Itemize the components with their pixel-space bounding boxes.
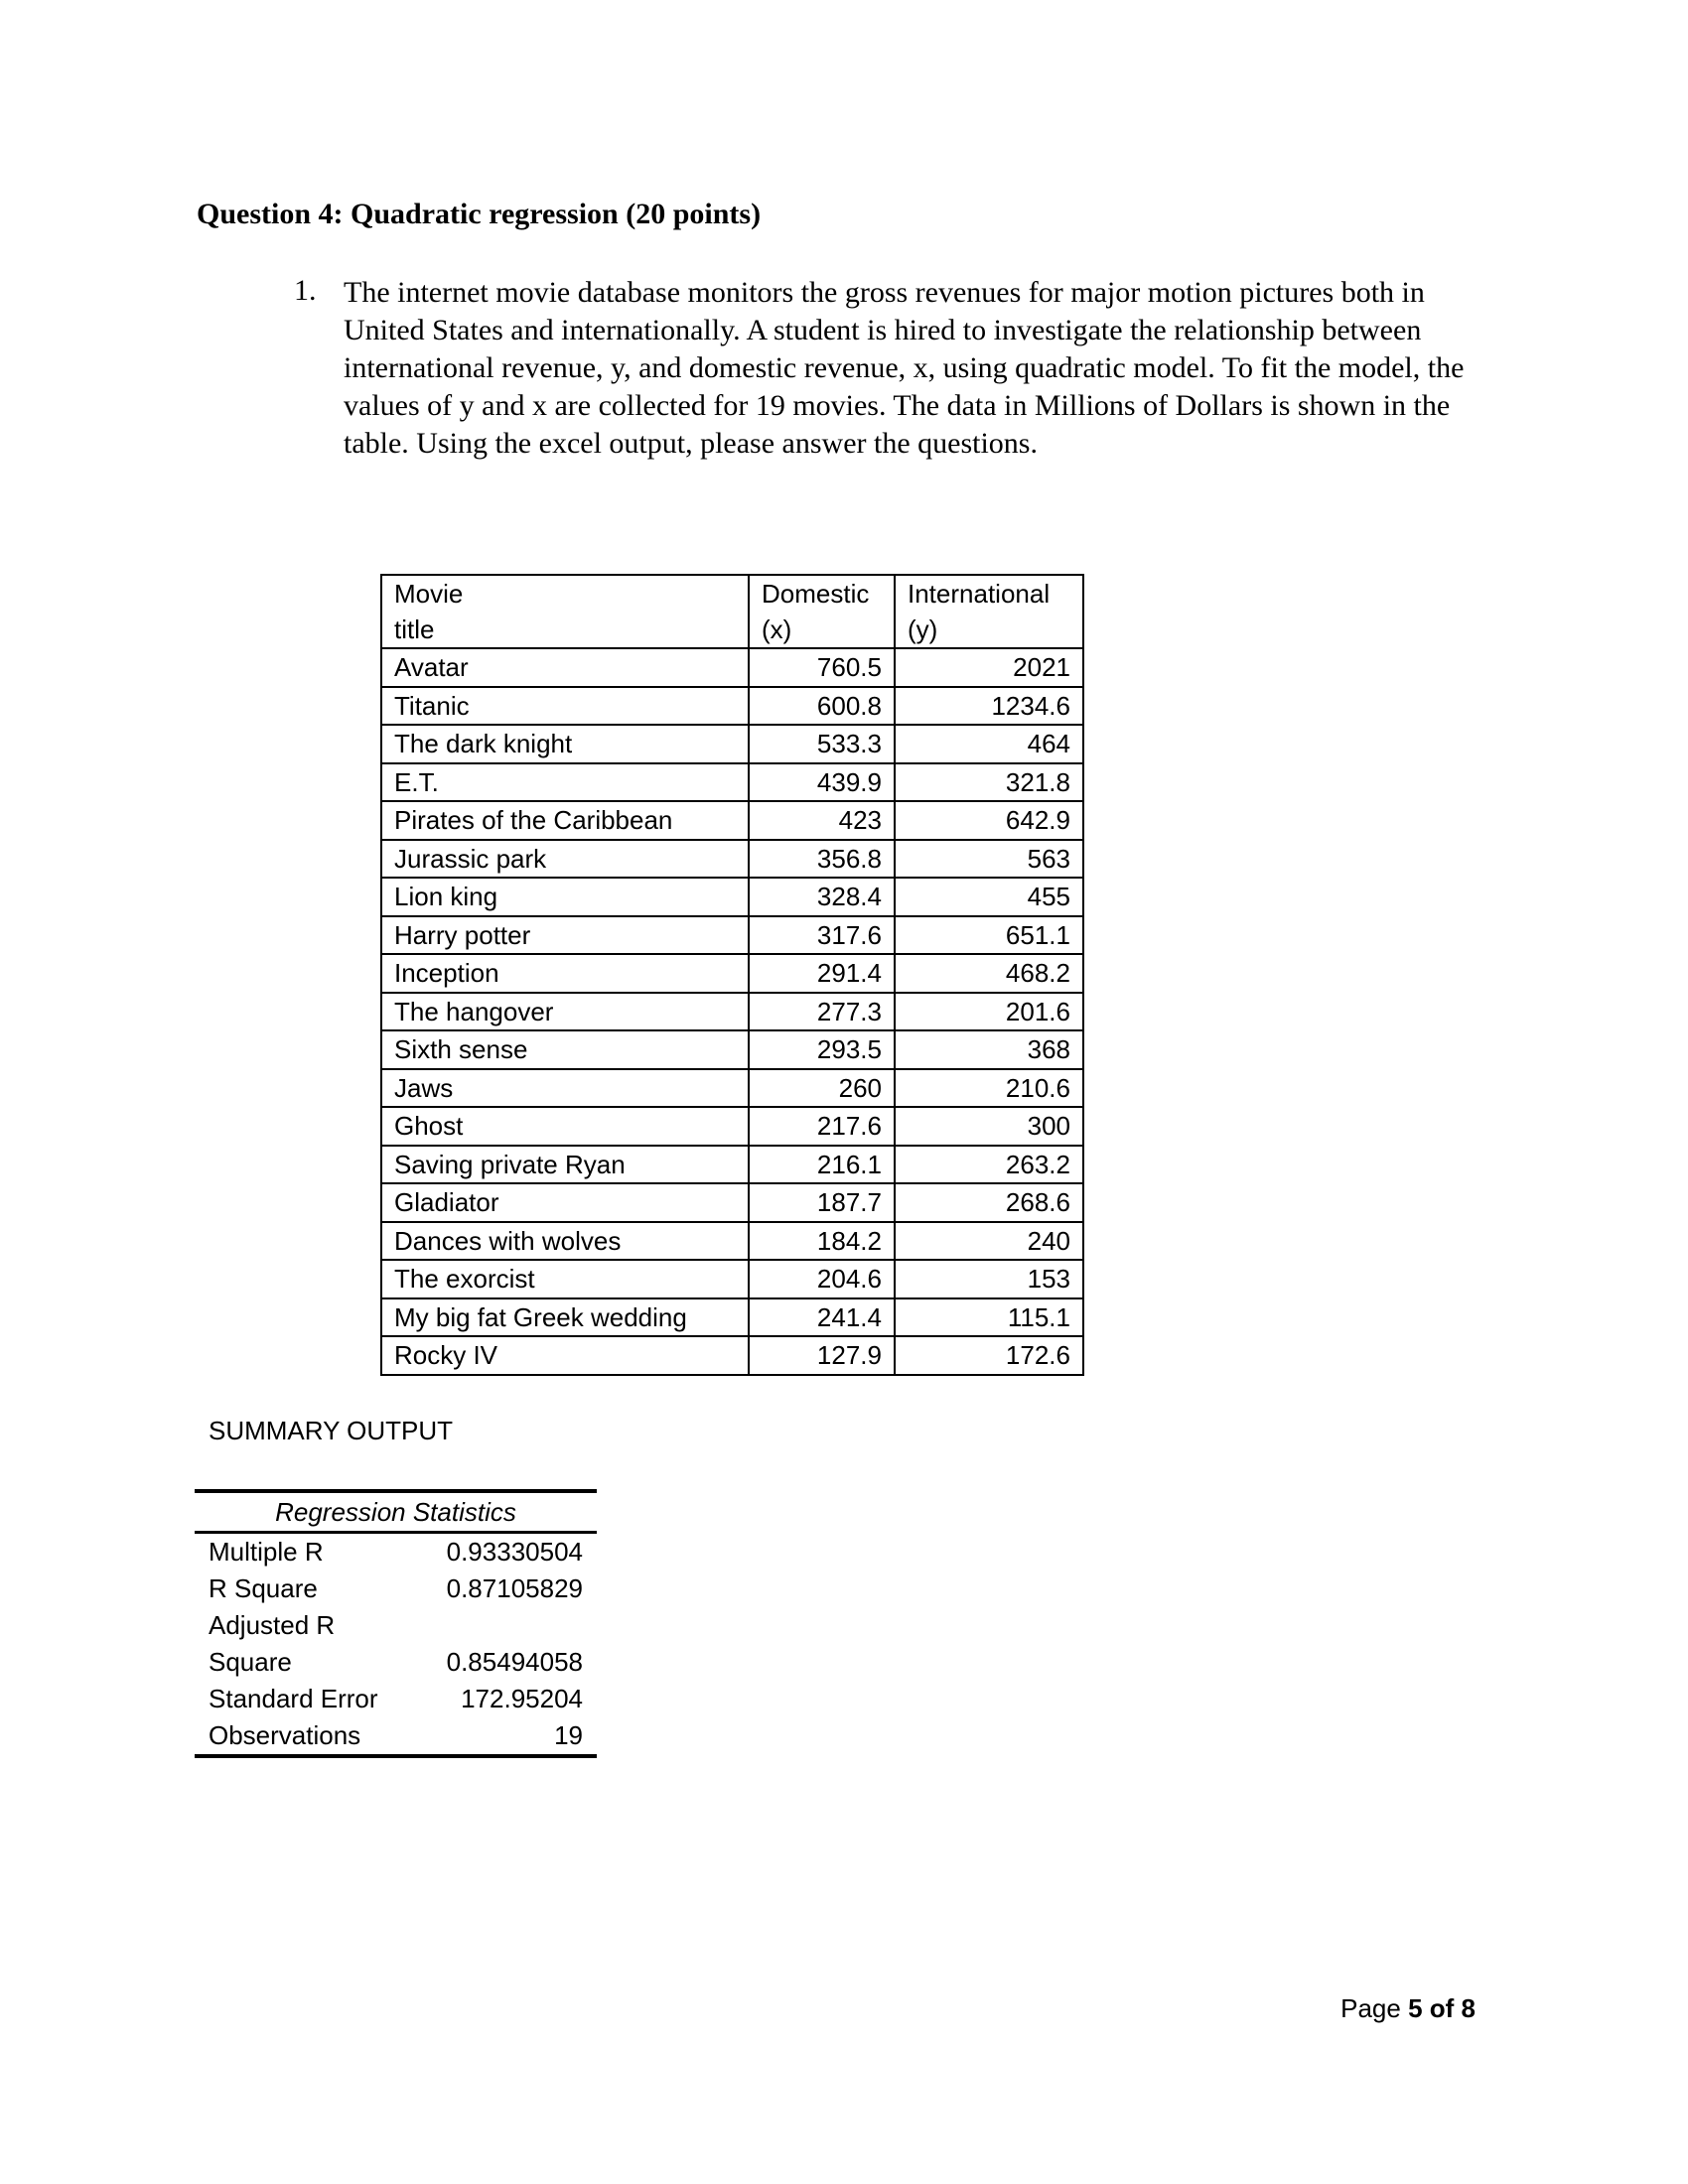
stat-value: 172.95204 — [461, 1684, 583, 1713]
stats-row — [195, 1681, 597, 1717]
table-row — [381, 840, 1083, 879]
domestic-cell: 187.7 — [749, 1183, 895, 1222]
domestic-cell: 328.4 — [749, 878, 895, 916]
international-cell: 642.9 — [895, 801, 1083, 840]
column-header-line: Domestic — [762, 579, 870, 609]
stat-label: Square — [209, 1647, 292, 1677]
domestic-cell: 291.4 — [749, 954, 895, 993]
domestic-cell: 217.6 — [749, 1107, 895, 1146]
international-cell: 2021 — [895, 648, 1083, 687]
movie-title-cell: Sixth sense — [381, 1030, 749, 1069]
table-row — [381, 801, 1083, 840]
table-row — [381, 993, 1083, 1031]
domestic-cell: 293.5 — [749, 1030, 895, 1069]
column-header-line: Movie — [394, 579, 464, 609]
stats-row — [195, 1644, 597, 1681]
table-row — [381, 648, 1083, 687]
column-header-line: (x) — [762, 614, 792, 644]
stat-label: Observations — [195, 1717, 414, 1756]
table-row — [381, 1183, 1083, 1222]
table-row — [381, 954, 1083, 993]
domestic-cell: 423 — [749, 801, 895, 840]
table-row — [381, 725, 1083, 763]
movie-title-cell: Pirates of the Caribbean — [381, 801, 749, 840]
international-cell: 210.6 — [895, 1069, 1083, 1108]
international-cell: 368 — [895, 1030, 1083, 1069]
page-number — [1340, 1993, 1476, 2024]
table-row — [381, 1069, 1083, 1108]
international-cell: 263.2 — [895, 1146, 1083, 1184]
movie-title-cell: Harry potter — [381, 916, 749, 955]
movie-title-cell: The dark knight — [381, 725, 749, 763]
column-header-line: (y) — [908, 614, 938, 644]
table-row — [381, 687, 1083, 726]
stats-row — [195, 1607, 597, 1644]
stat-value: 19 — [414, 1717, 597, 1756]
domestic-cell: 216.1 — [749, 1146, 895, 1184]
international-cell: 651.1 — [895, 916, 1083, 955]
column-header-line: title — [394, 614, 435, 644]
regression-statistics-header: Regression Statistics — [195, 1491, 597, 1533]
international-cell: 268.6 — [895, 1183, 1083, 1222]
movie-title-cell: Avatar — [381, 648, 749, 687]
movie-title-cell: Titanic — [381, 687, 749, 726]
question-number: 1. — [294, 274, 317, 307]
domestic-cell: 533.3 — [749, 725, 895, 763]
international-cell: 468.2 — [895, 954, 1083, 993]
domestic-cell: 317.6 — [749, 916, 895, 955]
table-row — [381, 1222, 1083, 1261]
international-cell: 455 — [895, 878, 1083, 916]
stat-value: 0.87105829 — [446, 1573, 583, 1603]
international-cell: 172.6 — [895, 1336, 1083, 1375]
movie-title-cell: The exorcist — [381, 1260, 749, 1298]
column-header — [381, 575, 749, 648]
domestic-cell: 439.9 — [749, 763, 895, 802]
page-of: of — [1422, 1993, 1462, 2023]
international-cell: 464 — [895, 725, 1083, 763]
stats-row — [195, 1533, 597, 1571]
international-cell: 240 — [895, 1222, 1083, 1261]
regression-statistics-table — [195, 1489, 597, 1758]
stats-row — [195, 1717, 597, 1756]
stat-label: Standard Error — [209, 1684, 378, 1713]
current-page: 5 — [1408, 1993, 1423, 2023]
international-cell: 201.6 — [895, 993, 1083, 1031]
international-cell: 321.8 — [895, 763, 1083, 802]
column-header — [895, 575, 1083, 648]
domestic-cell: 260 — [749, 1069, 895, 1108]
international-cell: 1234.6 — [895, 687, 1083, 726]
table-row — [381, 1030, 1083, 1069]
stat-label: Adjusted R — [209, 1610, 336, 1640]
domestic-cell: 760.5 — [749, 648, 895, 687]
question-text: The internet movie database monitors the gross revenues for major motion pictures both in United States and internationally. A student is hired to investigate the relationship between international revenue, y, and domestic revenue, x, using quadratic model. To fit the model, the values of y and x are collected for 19 movies. The data in Millions of Dollars is shown in the table. Using the excel output, please answer the questions. — [344, 276, 1465, 460]
column-header-line: International — [908, 579, 1051, 609]
stat-label: R Square — [209, 1573, 318, 1603]
international-cell: 153 — [895, 1260, 1083, 1298]
movie-title-cell: Jaws — [381, 1069, 749, 1108]
table-row — [381, 1298, 1083, 1337]
international-cell: 115.1 — [895, 1298, 1083, 1337]
table-row — [381, 878, 1083, 916]
table-row — [381, 1146, 1083, 1184]
domestic-cell: 277.3 — [749, 993, 895, 1031]
domestic-cell: 127.9 — [749, 1336, 895, 1375]
stat-label: Multiple R — [209, 1537, 324, 1567]
movie-title-cell: Gladiator — [381, 1183, 749, 1222]
domestic-cell: 356.8 — [749, 840, 895, 879]
page-label: Page — [1340, 1993, 1409, 2023]
movie-title-cell: Inception — [381, 954, 749, 993]
movie-title-cell: Jurassic park — [381, 840, 749, 879]
table-row — [381, 763, 1083, 802]
column-header — [749, 575, 895, 648]
domestic-cell: 204.6 — [749, 1260, 895, 1298]
table-header-row — [381, 575, 1083, 648]
domestic-cell: 184.2 — [749, 1222, 895, 1261]
movie-revenue-table — [380, 574, 1084, 1376]
movie-title-cell: Saving private Ryan — [381, 1146, 749, 1184]
movie-title-cell: Lion king — [381, 878, 749, 916]
international-cell: 563 — [895, 840, 1083, 879]
movie-title-cell: Dances with wolves — [381, 1222, 749, 1261]
table-row — [381, 1260, 1083, 1298]
movie-title-cell: E.T. — [381, 763, 749, 802]
total-pages: 8 — [1461, 1993, 1476, 2023]
movie-title-cell: Ghost — [381, 1107, 749, 1146]
movie-title-cell: The hangover — [381, 993, 749, 1031]
international-cell: 300 — [895, 1107, 1083, 1146]
summary-output-title: SUMMARY OUTPUT — [209, 1416, 454, 1445]
stats-row — [195, 1570, 597, 1607]
table-row — [381, 1107, 1083, 1146]
domestic-cell: 241.4 — [749, 1298, 895, 1337]
table-row — [381, 916, 1083, 955]
movie-title-cell: Rocky IV — [381, 1336, 749, 1375]
domestic-cell: 600.8 — [749, 687, 895, 726]
question-heading: Question 4: Quadratic regression (20 points) — [197, 198, 762, 230]
stat-value: 0.85494058 — [446, 1647, 583, 1677]
movie-title-cell: My big fat Greek wedding — [381, 1298, 749, 1337]
stat-value: 0.93330504 — [446, 1537, 583, 1567]
stat-value — [414, 1607, 597, 1644]
table-row — [381, 1336, 1083, 1375]
